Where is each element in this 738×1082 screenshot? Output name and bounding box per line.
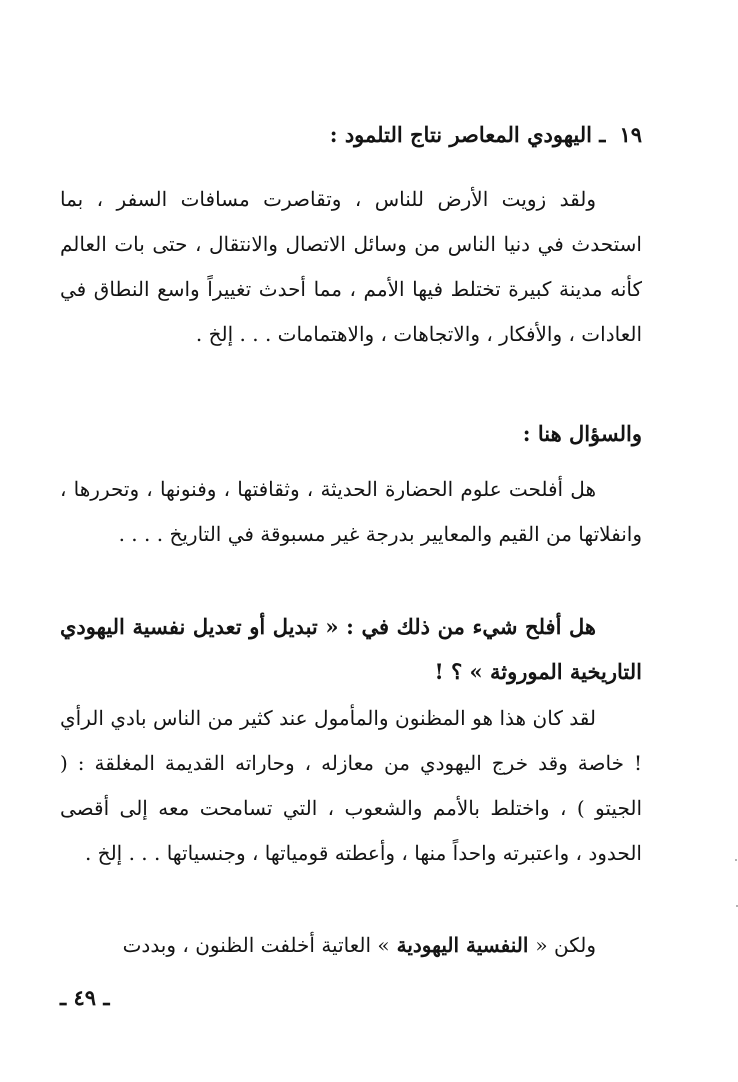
scan-speck	[735, 859, 737, 861]
paragraph-5-start: ولكن «	[535, 933, 596, 957]
question-label: والسؤال هنا :	[522, 421, 642, 446]
page-number: ـ ٤٩ ـ	[60, 985, 110, 1010]
paragraph-1: ولقد زويت الأرض للناس ، وتقاصرت مسافات السفر ، بما استحدث في دنيا الناس من وسائل الاتصال والانتقال ، حتى بات العالم كأنه مدينة كبيرة تختلط فيها الأمم ، مما أحدث تغييراً واسع النطاق في العادات ، والأفكار ، والاتجاهات ، والاهتمامات . . . إلخ .	[60, 187, 642, 346]
paragraph-5-emphasis: النفسية اليهودية	[389, 933, 536, 957]
paragraph-2: هل أفلحت علوم الحضارة الحديثة ، وثقافتها ، وفنونها ، وتحررها ، وانفلاتها من القيم والمعايير بدرجة غير مسبوقة في التاريخ . . . .	[60, 477, 642, 546]
section-number: ١٩	[619, 122, 642, 147]
paragraph-3-question: هل أفلح شيء من ذلك في : « تبديل أو تعديل نفسية اليهودي التاريخية الموروثة » ؟ !	[60, 614, 642, 684]
paragraph-5-end: » العاتية أخلفت الظنون ، وبددت	[122, 933, 390, 957]
section-title: ـ اليهودي المعاصر نتاج التلمود :	[329, 122, 606, 147]
paragraph-5	[60, 923, 642, 968]
paragraph-4: لقد كان هذا هو المظنون والمأمول عند كثير من الناس بادي الرأي ! خاصة وقد خرج اليهودي من معازله ، وحاراته القديمة المغلقة : ( الجيتو ) ، واختلط بالأمم والشعوب ، التي تسامحت معه إلى أقصى الحدود ، واعتبرته واحداً منها ، وأعطته قومياتها ، وجنسياتها . . . إلخ .	[60, 706, 642, 865]
section-heading	[60, 112, 642, 157]
